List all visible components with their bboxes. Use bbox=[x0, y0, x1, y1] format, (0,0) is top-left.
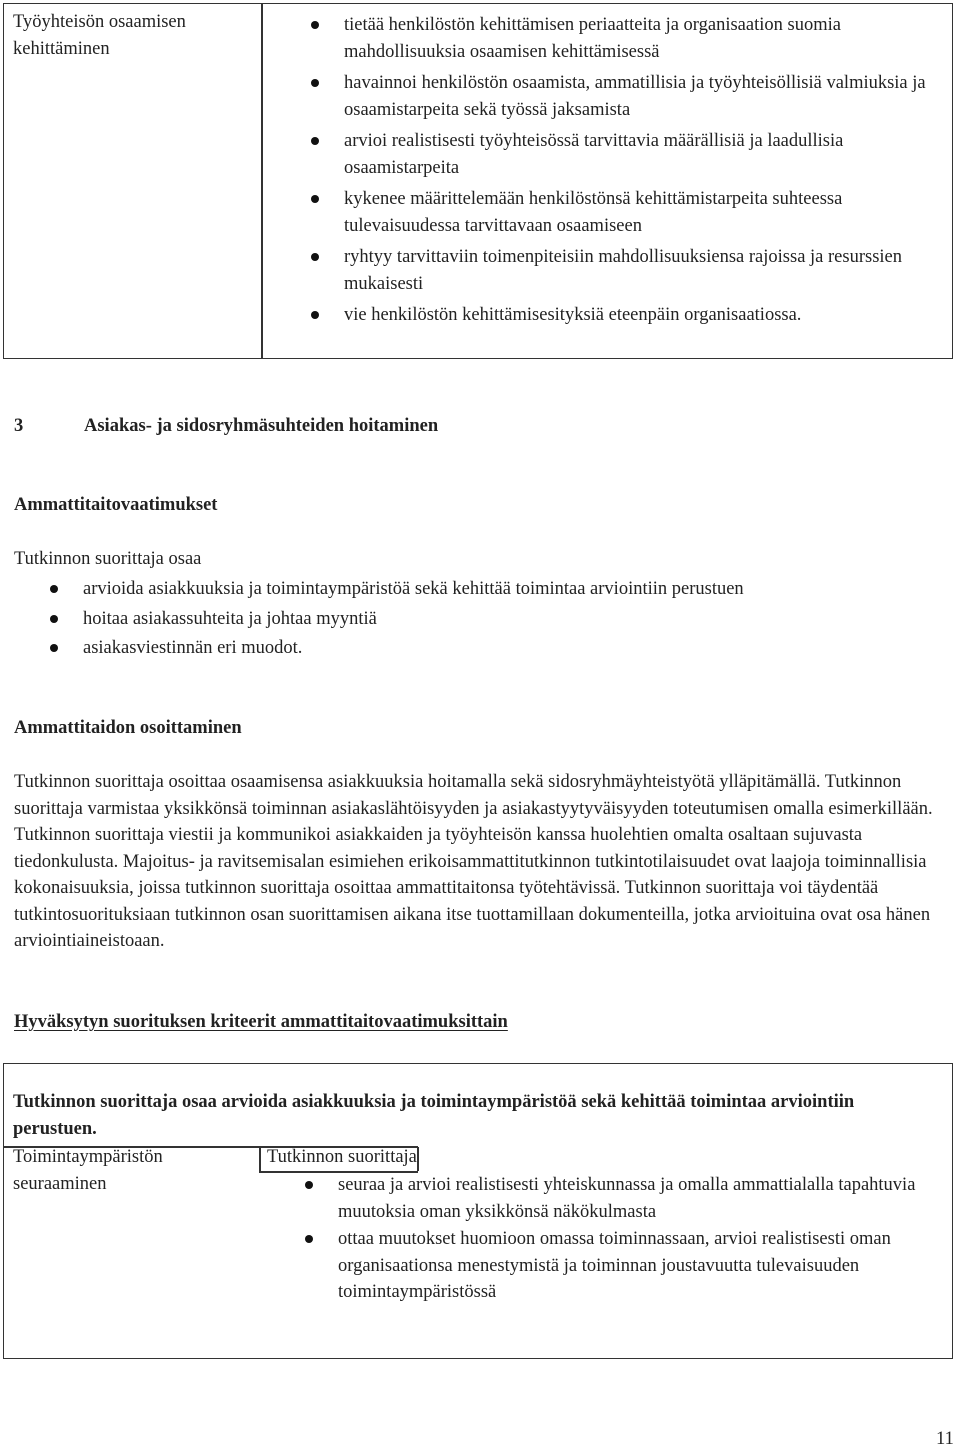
table-row-label: Työyhteisön osaamisen kehittäminen bbox=[13, 12, 186, 59]
table-title: Tutkinnon suorittaja osaa arvioida asiakkuuksia ja toimintaympäristöä sekä kehittää toimintaa arviointiin perustuen. bbox=[13, 1092, 855, 1139]
competence-table bbox=[3, 3, 953, 359]
requirements-intro: Tutkinnon suorittaja osaa bbox=[14, 549, 202, 569]
criteria-list bbox=[344, 12, 944, 334]
bullet-icon bbox=[311, 311, 319, 319]
list-item: ottaa muutokset huomioon omassa toiminnassaan, arvioi realistisesti oman organisaationsa menestymistä ja toiminnan joustavuutta tulevaisuuden toimintaympäristössä bbox=[338, 1226, 938, 1306]
table-row-label: Toimintaympäristön seuraaminen bbox=[13, 1147, 163, 1194]
bullet-icon bbox=[50, 585, 58, 593]
list-item: hoitaa asiakassuhteita ja johtaa myyntiä bbox=[83, 606, 744, 633]
table-column-head: Tutkinnon suorittaja bbox=[267, 1147, 417, 1167]
demonstration-paragraph: Tutkinnon suorittaja osoittaa osaamisensa asiakkuuksia hoitamalla sekä sidosryhmäyhteistyötä ylläpitämällä. Tutkinnon suorittaja varmistaa yksikkönsä toiminnan asiakaslähtöisyyden ja asiakastyytyväisyyden toteutumisen omalla esimerkillään. Tutkinnon suorittaja viestii ja kommunikoi asiakkaiden ja työyhteisön kanssa huolehtien omalta osaltaan sujuvasta tiedonkulusta. Majoitus- ja ravitsemisalan esimiehen erikoisammattitutkinnon tutkintotilaisuudet ovat laajoja toiminnallisia kokonaisuuksia, joissa tutkinnon suorittaja osoittaa ammattitaitonsa työtehtävissä. Tutkinnon suorittaja voi täydentää tutkintosuorituksiaan tutkinnon osan suorittamisen aikana itse tuottamillaan dokumenteilla, jotka arvioituina ovat osa hänen arviointiaineistoaan. bbox=[14, 772, 933, 951]
requirements-list bbox=[83, 576, 744, 665]
bullet-icon bbox=[311, 195, 319, 203]
list-item: seuraa ja arvioi realistisesti yhteiskunnassa ja omalla ammattialalla tapahtuvia muutoksia oman yksikkönsä näkökulmasta bbox=[338, 1172, 938, 1225]
table-column-divider bbox=[259, 1147, 261, 1171]
list-item: asiakasviestinnän eri muodot. bbox=[83, 635, 744, 662]
bullet-icon bbox=[311, 21, 319, 29]
bullet-icon bbox=[305, 1181, 313, 1189]
section-heading bbox=[14, 413, 438, 440]
requirements-heading: Ammattitaitovaatimukset bbox=[14, 495, 218, 515]
bullet-icon bbox=[311, 253, 319, 261]
page-number: 11 bbox=[936, 1429, 954, 1449]
list-item: ryhtyy tarvittaviin toimenpiteisiin mahdollisuuksiensa rajoissa ja resurssien mukaisesti bbox=[344, 244, 944, 297]
bullet-icon bbox=[311, 137, 319, 145]
section-number: 3 bbox=[14, 416, 24, 436]
table-column-divider bbox=[417, 1147, 419, 1171]
bullet-icon bbox=[50, 644, 58, 652]
criteria-list bbox=[338, 1172, 938, 1307]
list-item: havainnoi henkilöstön osaamista, ammatillisia ja työyhteisöllisiä valmiuksia ja osaamistarpeita sekä työssä jaksamista bbox=[344, 70, 944, 123]
list-item: arvioi realistisesti työyhteisössä tarvittavia määrällisiä ja laadullisia osaamistarpeita bbox=[344, 128, 944, 181]
bullet-icon bbox=[311, 79, 319, 87]
list-item: vie henkilöstön kehittämisesityksiä eteenpäin organisaatiossa. bbox=[344, 302, 944, 329]
bullet-icon bbox=[305, 1235, 313, 1243]
table-column-divider bbox=[261, 4, 263, 358]
section-title: Asiakas- ja sidosryhmäsuhteiden hoitaminen bbox=[84, 416, 439, 436]
criteria-table bbox=[3, 1063, 953, 1359]
criteria-heading: Hyväksytyn suorituksen kriteerit ammattitaitovaatimuksittain bbox=[14, 1012, 508, 1032]
list-item: tietää henkilöstön kehittämisen periaatteita ja organisaation suomia mahdollisuuksia osaamisen kehittämisessä bbox=[344, 12, 944, 65]
list-item: arvioida asiakkuuksia ja toimintaympäristöä sekä kehittää toimintaa arviointiin perustuen bbox=[83, 576, 744, 603]
demonstration-heading: Ammattitaidon osoittaminen bbox=[14, 718, 242, 738]
list-item: kykenee määrittelemään henkilöstönsä kehittämistarpeita suhteessa tulevaisuudessa tarvittavaan osaamiseen bbox=[344, 186, 944, 239]
bullet-icon bbox=[50, 615, 58, 623]
